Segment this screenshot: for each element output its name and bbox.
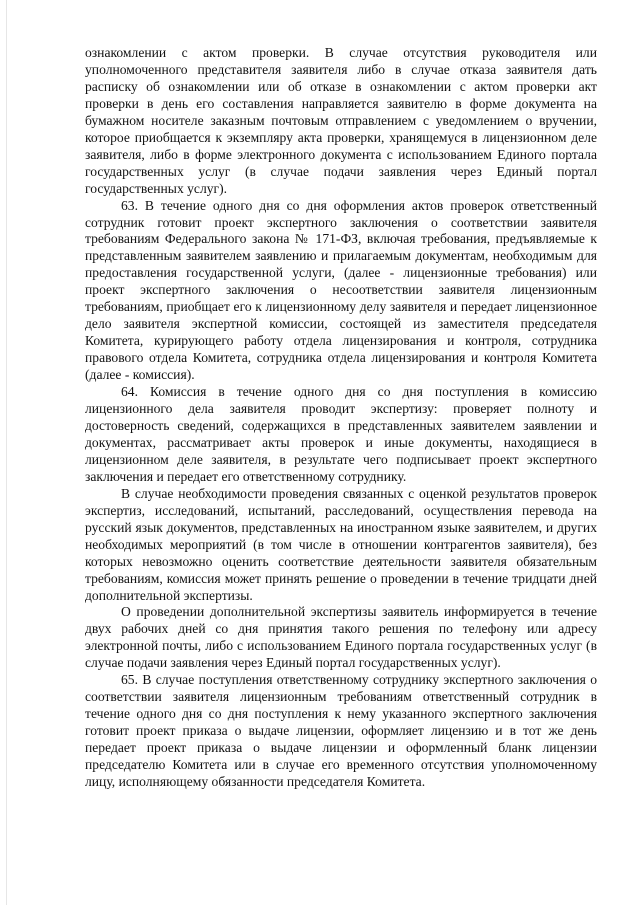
paragraph-act-notification: ознакомлении с актом проверки. В случае отсутствия руководителя или уполномоченного представителя заявителя либо в случае отказа заявителя дать расписку об ознакомлении или об отказе в ознакомлении с актом проверки акт проверки в день его составления направляется заявителю в форме документа на бумажном носителе заказным почтовым отправлением с уведомлением о вручении, которое приобщается к экземпляру акта проверки, хранящемуся в лицензионном деле заявителя, либо в форме электронного документа с использованием Единого портала государственных услуг (в случае подачи заявления через Единый портал государственных услуг). [85, 45, 597, 196]
scan-edge-line [6, 0, 7, 905]
document-body [85, 45, 597, 791]
paragraph-65: 65. В случае поступления ответственному сотруднику экспертного заключения о соответствии заявителя лицензионным требованиям ответственный сотрудник в течение одного дня со дня поступления к нему указанного экспертного заключения готовит проект приказа о выдаче лицензии, оформляет лицензию и в тот же день передает проект приказа о выдаче лицензии и оформленный бланк лицензии председателю Комитета или в случае его временного отсутствия уполномоченному лицу, исполняющему обязанности председателя Комитета. [85, 672, 597, 789]
paragraph-additional-expertise: В случае необходимости проведения связанных с оценкой результатов проверок экспертиз, исследований, испытаний, расследований, осуществления перевода на русский язык документов, представленных на иностранном языке заявителем, и других необходимых мероприятий (в том числе в отношении контрагентов заявителя), без которых невозможно оценить соответствие деятельности заявителя обязательным требованиям, комиссия может принять решение о проведении в течение тридцати дней дополнительной экспертизы. [85, 485, 597, 603]
paragraph-applicant-informing: О проведении дополнительной экспертизы заявитель информируется в течение двух рабочих дней со дня принятия такого решения по телефону или адресу электронной почты, либо с использованием Единого портала государственных услуг (в случае подачи заявления через Единый портал государственных услуг). [85, 604, 597, 671]
paragraph-63: 63. В течение одного дня со дня оформления актов проверок ответственный сотрудник готовит проект экспертного заключения о соответствии заявителя требованиям Федерального закона № 171-ФЗ, включая требования, предъявляемые к представленным заявителем заявлению и прилагаемым документам, необходимым для предоставления государственной услуги, (далее - лицензионные требования) или проект экспертного заключения о несоответствии заявителя лицензионным требованиям, приобщает его к лицензионному делу заявителя и передает лицензионное дело заявителя экспертной комиссии, состоящей из заместителя председателя Комитета, курирующего работу отдела лицензирования и контроля, сотрудника правового отдела Комитета, сотрудника отдела лицензирования и контроля Комитета (далее - комиссия). [85, 197, 597, 383]
paragraph-64: 64. Комиссия в течение одного дня со дня поступления в комиссию лицензионного дела заявителя проводит экспертизу: проверяет полноту и достоверность сведений, содержащихся в представленных заявителем заявлении и документах, рассматривает акты проверок и иные документы, находящиеся в лицензионном деле заявителя, в результате чего подписывает проект экспертного заключения и передает его ответственному сотруднику. [85, 384, 597, 484]
